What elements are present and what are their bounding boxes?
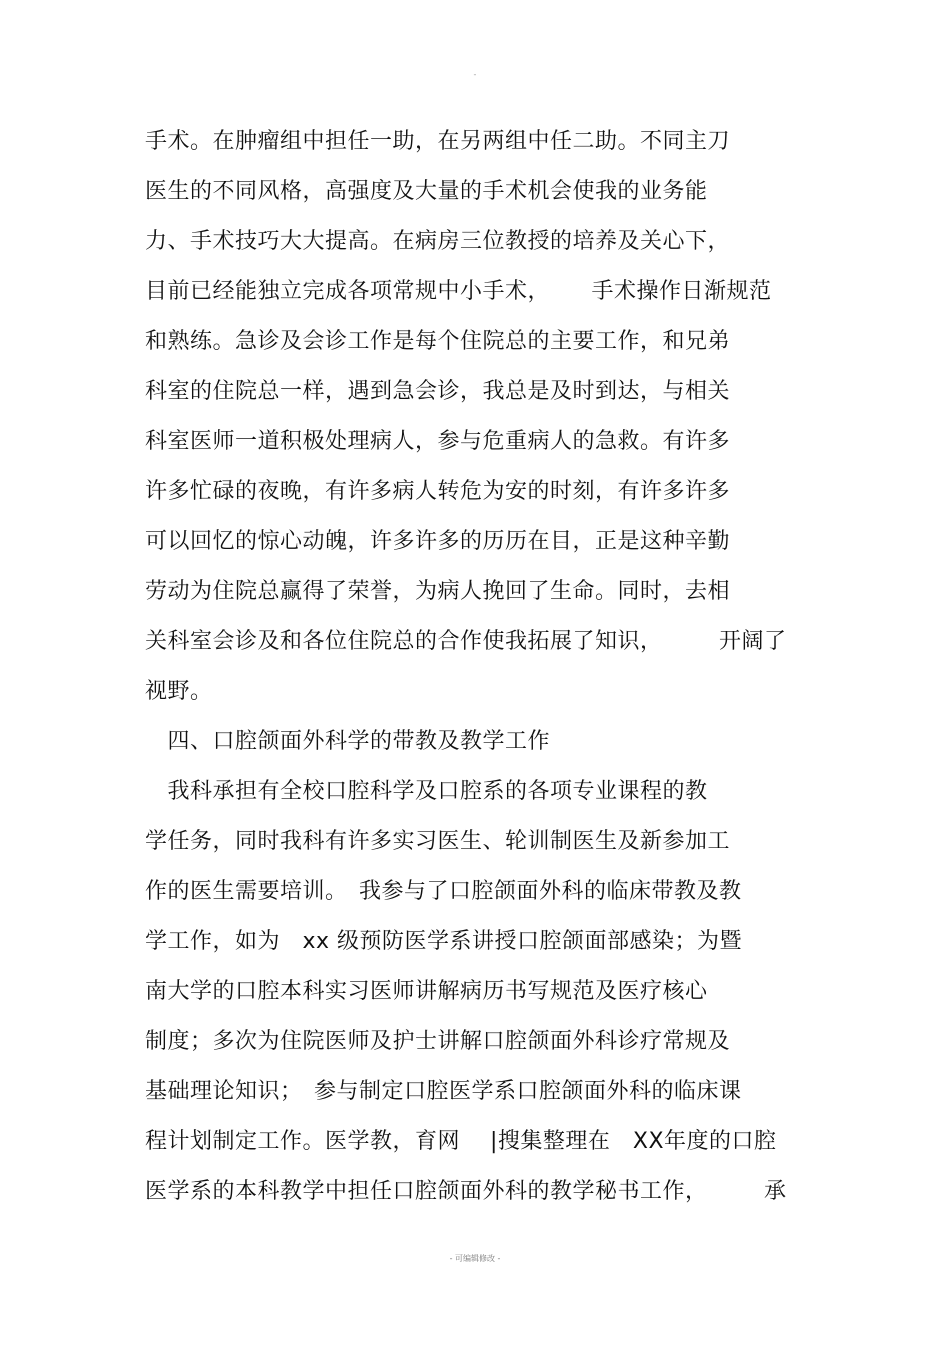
text-line: 程计划制定工作。医学教，育网 |搜集整理在 XX年度的口腔 — [145, 1129, 777, 1154]
text-line: 制度；多次为住院医师及护士讲解口腔颌面外科诊疗常规及 — [145, 1029, 731, 1054]
text-line: 手术。在肿瘤组中担任一助，在另两组中任二助。不同主刀 — [145, 129, 731, 154]
text-line: 科室医师一道积极处理病人，参与危重病人的急救。有许多 — [145, 429, 731, 454]
header-mark: - — [473, 70, 477, 79]
text-line: 作的医生需要培训。 我参与了口腔颌面外科的临床带教及教 — [145, 879, 742, 904]
text-line: 许多忙碌的夜晚，有许多病人转危为安的时刻，有许多许多 — [145, 479, 731, 504]
text-line: 和熟练。急诊及会诊工作是每个住院总的主要工作，和兄弟 — [145, 329, 731, 354]
section-heading: 四、口腔颌面外科学的带教及教学工作 — [145, 729, 551, 754]
text-line: 医生的不同风格，高强度及大量的手术机会使我的业务能 — [145, 179, 708, 204]
text-line: 我科承担有全校口腔科学及口腔系的各项专业课程的教 — [145, 779, 708, 804]
text-line: 关科室会诊及和各位住院总的合作使我拓展了知识， 开阔了 — [145, 629, 787, 654]
text-line: 科室的住院总一样，遇到急会诊，我总是及时到达，与相关 — [145, 379, 731, 404]
text-line: 基础理论知识； 参与制定口腔医学系口腔颌面外科的临床课 — [145, 1079, 742, 1104]
footer-mark: - 可编辑修改 - — [449, 1254, 501, 1263]
text-line: 目前已经能独立完成各项常规中小手术， 手术操作日渐规范 — [145, 279, 772, 304]
text-line: 学工作，如为 xx 级预防医学系讲授口腔颌面部感染；为暨 — [145, 929, 743, 954]
text-line: 可以回忆的惊心动魄，许多许多的历历在目，正是这种辛勤 — [145, 529, 731, 554]
text-line: 视野。 — [145, 679, 213, 704]
text-line: 劳动为住院总赢得了荣誉，为病人挽回了生命。同时，去相 — [145, 579, 731, 604]
text-line: 力、手术技巧大大提高。在病房三位教授的培养及关心下， — [145, 229, 731, 254]
document-body — [145, 122, 825, 1222]
text-line: 南大学的口腔本科实习医师讲解病历书写规范及医疗核心 — [145, 979, 708, 1004]
text-line: 学任务，同时我科有许多实习医生、轮训制医生及新参加工 — [145, 829, 731, 854]
text-line: 医学系的本科教学中担任口腔颌面外科的教学秘书工作， 承 — [145, 1179, 787, 1204]
